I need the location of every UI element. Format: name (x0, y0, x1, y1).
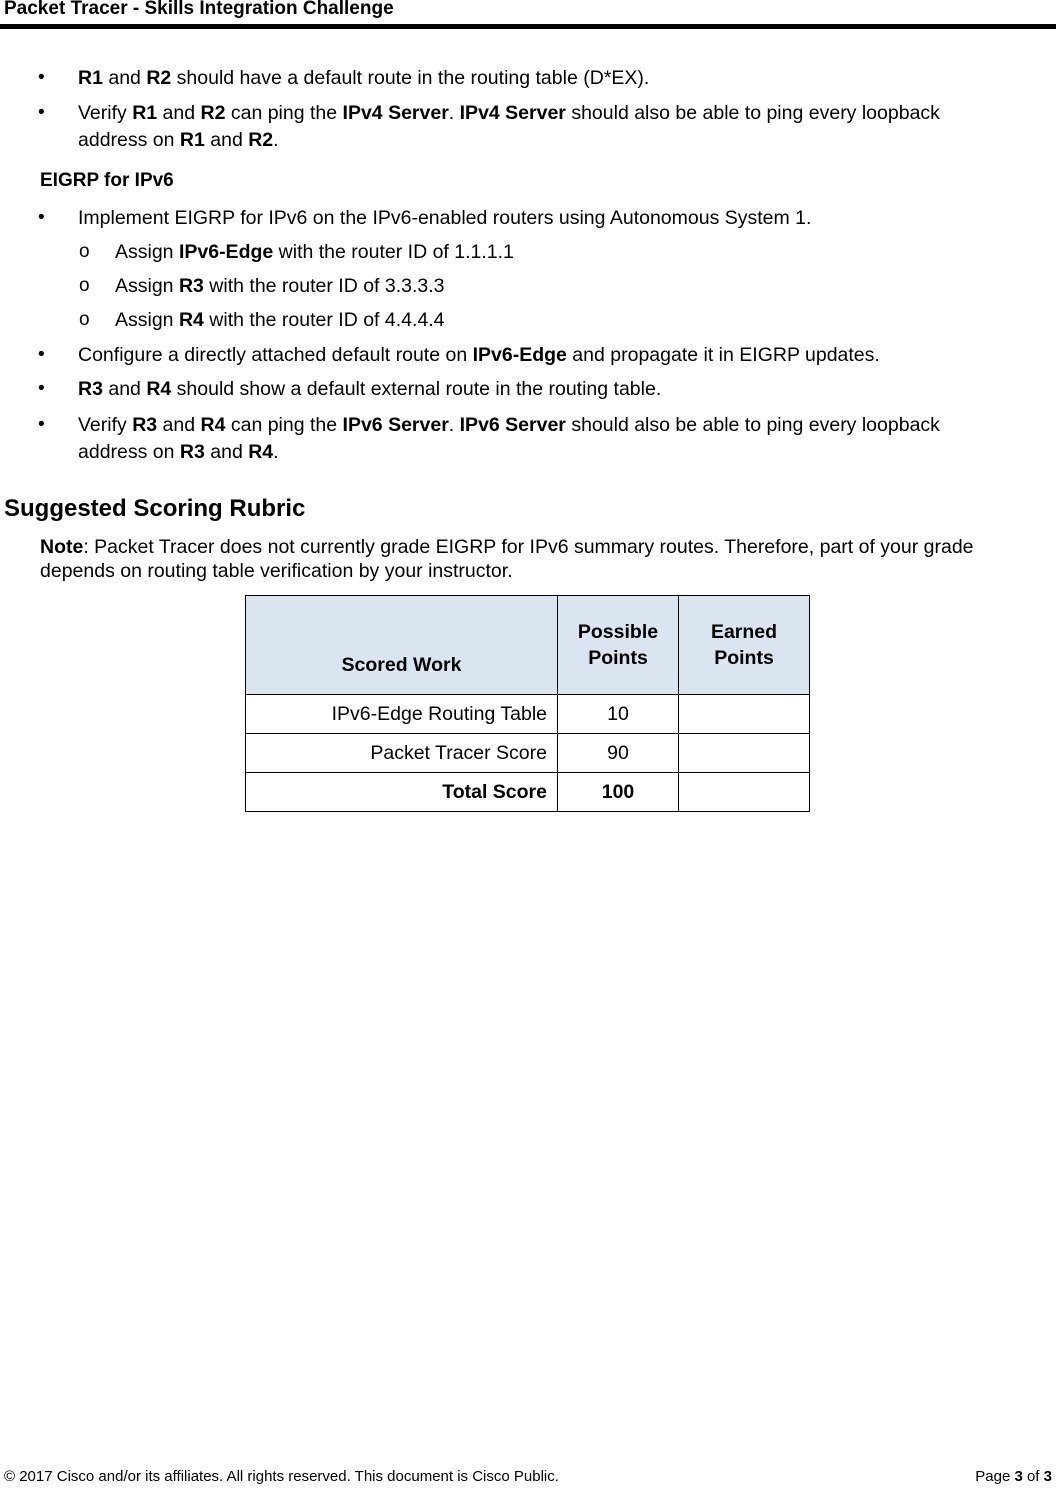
scoring-rubric-table (245, 595, 810, 812)
router-id-item: Assign R3 with the router ID of 3.3.3.3 (115, 275, 445, 297)
cell-total-earned[interactable] (679, 773, 810, 812)
cell-total-label: Total Score (246, 773, 558, 812)
router-id-item: Assign R4 with the router ID of 4.4.4.4 (115, 309, 445, 331)
table-total-row (246, 773, 810, 812)
bullet-default-route-r1-r2: R1 and R2 should have a default route in the routing table (D*EX). (78, 67, 650, 89)
sub-bullet-marker: o (79, 241, 90, 262)
sub-bullet-marker: o (79, 309, 90, 330)
cell-possible: 10 (558, 695, 679, 734)
table-header-row (246, 596, 810, 695)
header-rule (0, 24, 1056, 29)
bullet-default-route-ipv6-edge: Configure a directly attached default route on IPv6-Edge and propagate it in EIGRP updates. (78, 344, 880, 366)
bullet-marker: • (38, 207, 45, 228)
bullet-external-route-r3-r4: R3 and R4 should show a default external route in the routing table. (78, 378, 662, 400)
col-scored-work: Scored Work (246, 596, 558, 695)
sub-bullet-marker: o (79, 275, 90, 296)
rubric-heading: Suggested Scoring Rubric (4, 495, 306, 522)
cell-earned[interactable] (679, 734, 810, 773)
bullet-marker: • (38, 414, 45, 435)
cell-work: Packet Tracer Score (246, 734, 558, 773)
cell-total-possible: 100 (558, 773, 679, 812)
table-row (246, 734, 810, 773)
router-id-item: Assign IPv6-Edge with the router ID of 1.1.1.1 (115, 241, 514, 263)
bullet-verify-ipv4-line2: address on R1 and R2. (78, 129, 279, 151)
page-header-title: Packet Tracer - Skills Integration Challenge (4, 0, 394, 19)
bullet-marker: • (38, 378, 45, 399)
note-label: Note (40, 536, 84, 558)
table-row (246, 695, 810, 734)
rubric-note (40, 535, 1050, 583)
bullet-marker: • (38, 344, 45, 365)
footer-copyright: © 2017 Cisco and/or its affiliates. All rights reserved. This document is Cisco Public. (4, 1468, 559, 1485)
bullet-verify-ipv6-line1: Verify R3 and R4 can ping the IPv6 Server. IPv6 Server should also be able to ping every loopback (78, 414, 940, 436)
bullet-verify-ipv4-line1: Verify R1 and R2 can ping the IPv4 Server. IPv4 Server should also be able to ping every loopback (78, 102, 940, 124)
cell-possible: 90 (558, 734, 679, 773)
bullet-marker: • (38, 67, 45, 88)
note-text: : Packet Tracer does not currently grade EIGRP for IPv6 summary routes. Therefore, part of your grade depends on routing table verification by your instructor. (40, 536, 974, 582)
eigrp-heading: EIGRP for IPv6 (40, 170, 174, 191)
bullet-marker: • (38, 102, 45, 123)
footer-page-number: Page 3 of 3 (975, 1468, 1052, 1485)
bullet-implement-eigrp: Implement EIGRP for IPv6 on the IPv6-enabled routers using Autonomous System 1. (78, 207, 812, 229)
col-earned-points: Earned Points (679, 596, 810, 695)
cell-earned[interactable] (679, 695, 810, 734)
col-possible-points: Possible Points (558, 596, 679, 695)
bullet-verify-ipv6-line2: address on R3 and R4. (78, 441, 279, 463)
cell-work: IPv6-Edge Routing Table (246, 695, 558, 734)
